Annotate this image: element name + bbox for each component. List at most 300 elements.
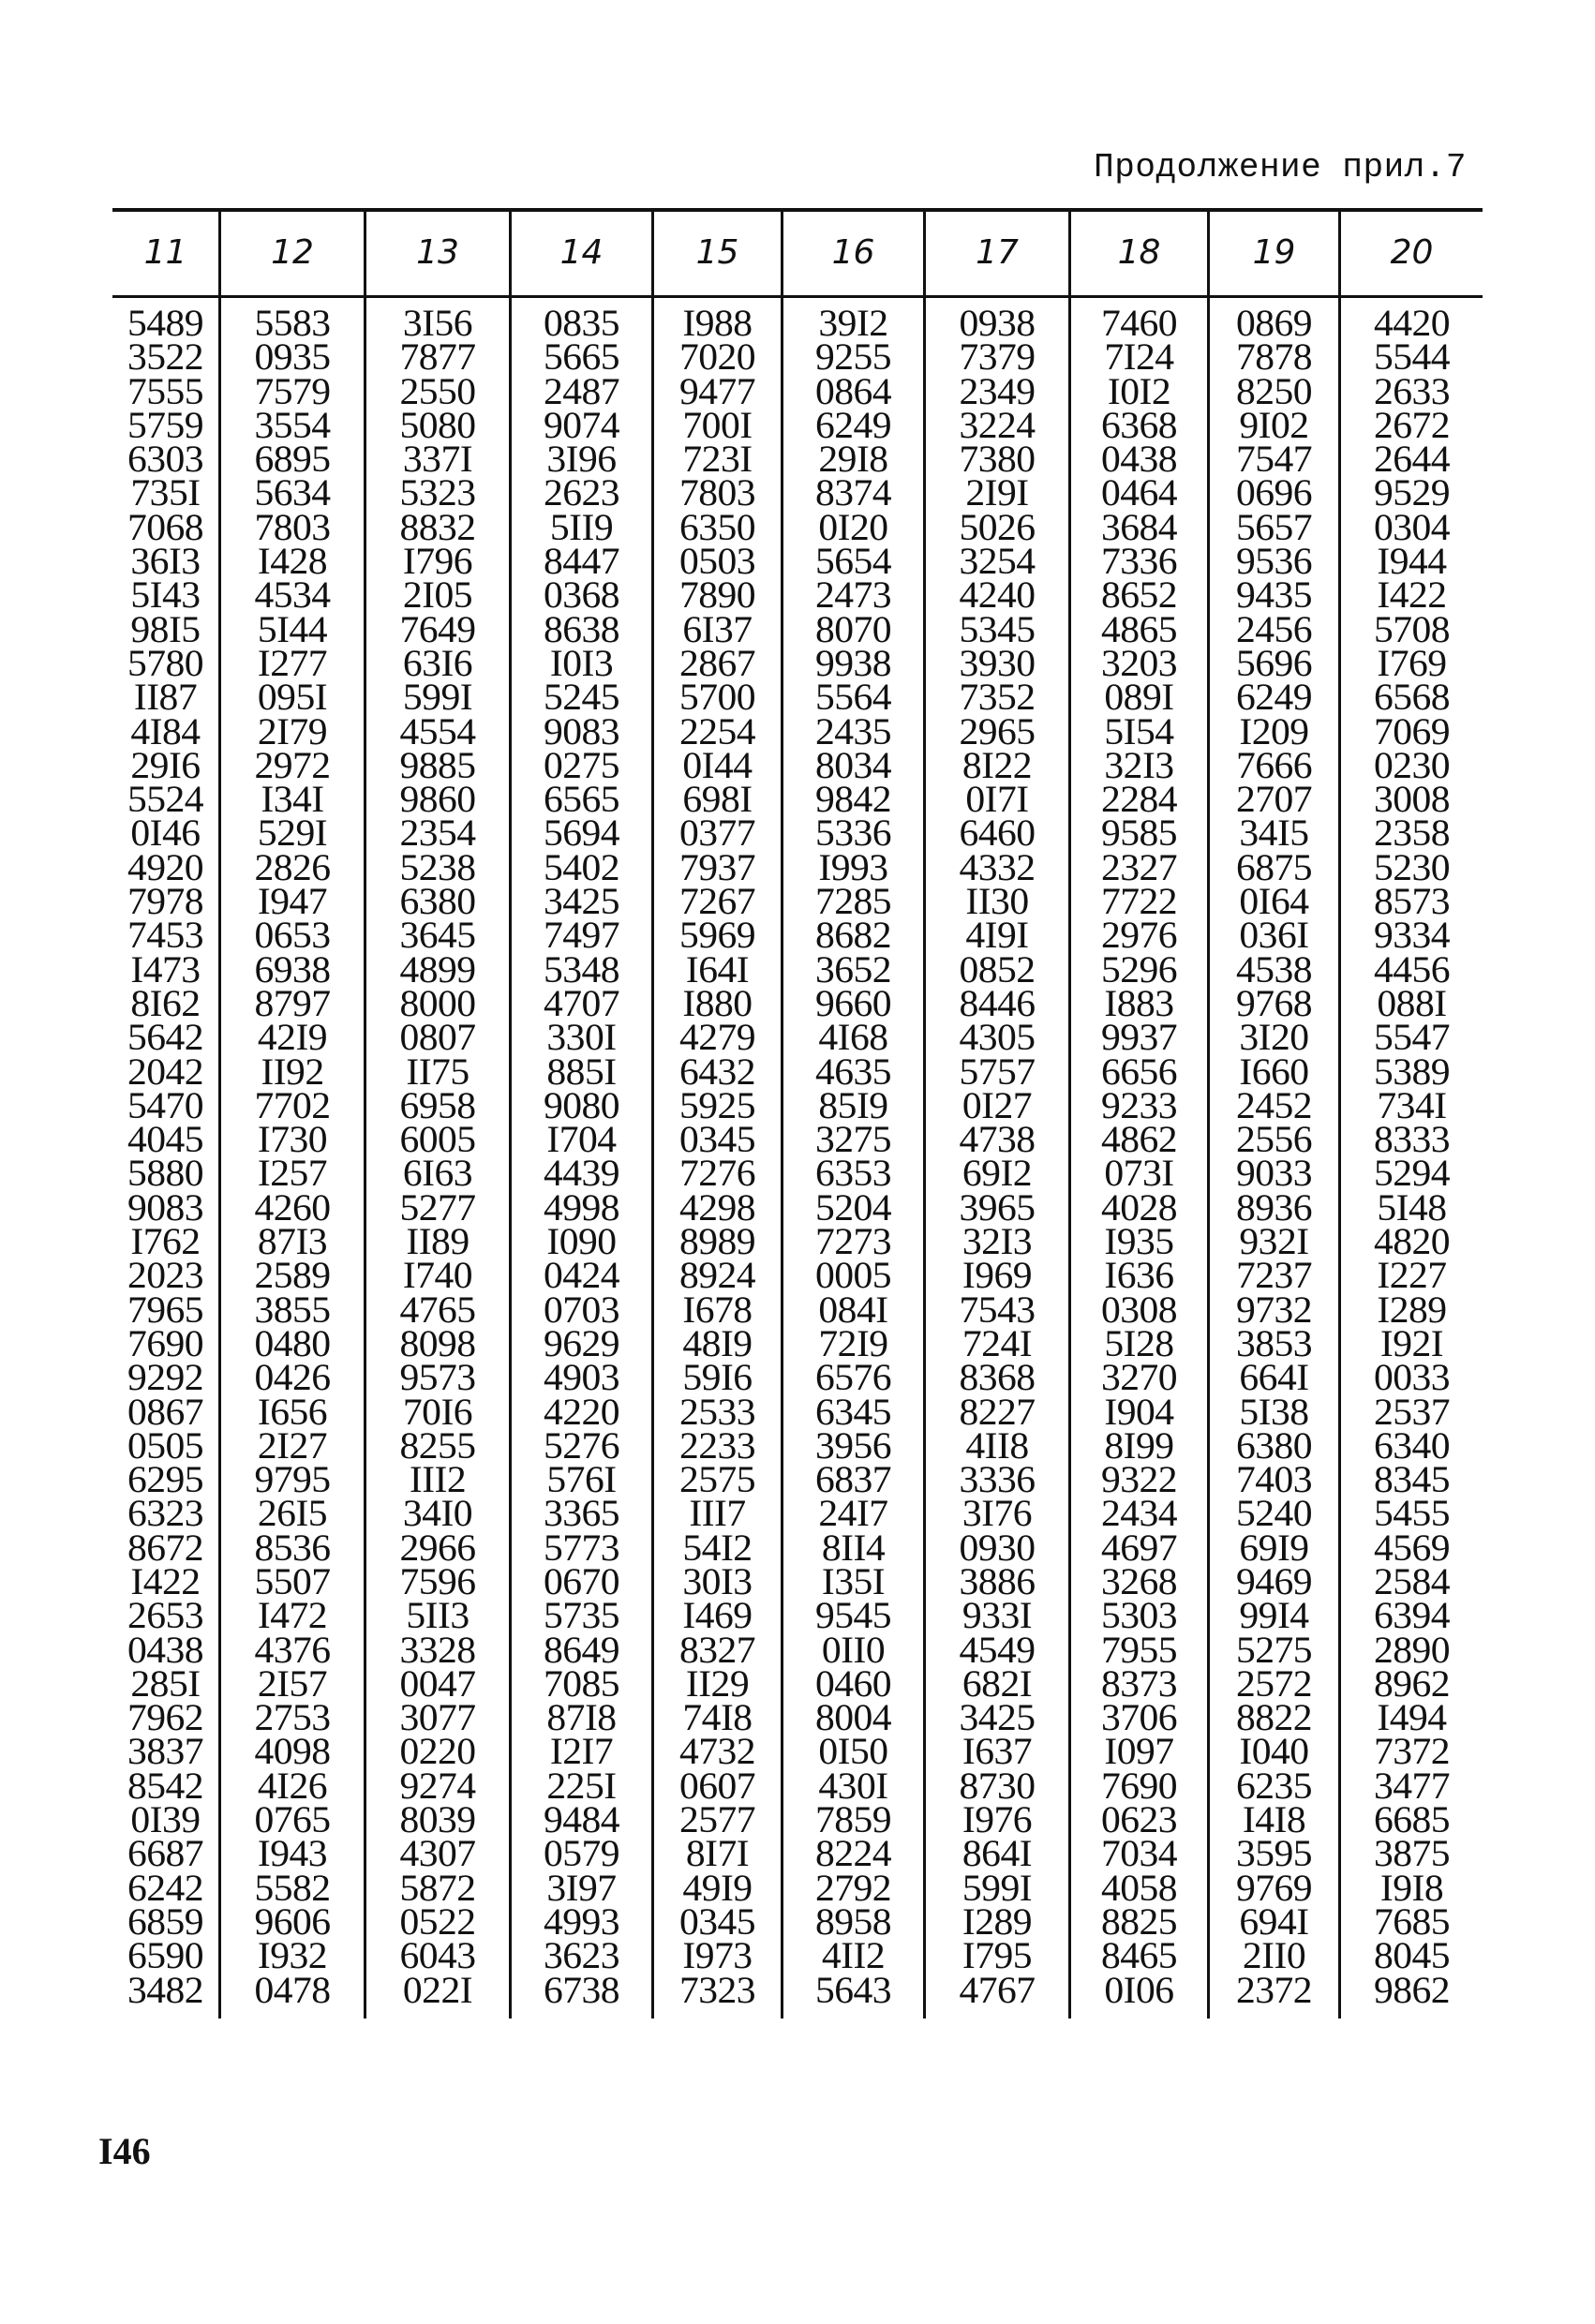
table-cell: 5455	[1373, 1492, 1451, 1535]
table-cell: 2753	[254, 1696, 331, 1739]
column-header-17: 17	[976, 233, 1019, 272]
column-header-14: 14	[559, 233, 604, 272]
table-cell: 9573	[399, 1356, 476, 1399]
table-cell: 6394	[1373, 1594, 1451, 1637]
table-cell: 7702	[254, 1083, 331, 1126]
table-cell: 2I9I	[965, 471, 1029, 514]
table-cell: 0607	[678, 1764, 756, 1807]
table-cell: 6303	[127, 438, 204, 481]
table-cell: 98I5	[130, 607, 201, 650]
table-cell: 0505	[127, 1423, 204, 1467]
table-cell: 6656	[1100, 1050, 1178, 1093]
table-cell: 4I84	[130, 709, 201, 752]
table-cell: 30I3	[682, 1559, 753, 1602]
table-cell: II29	[685, 1661, 750, 1705]
table-cell: 8465	[1100, 1934, 1178, 1977]
table-cell: 3270	[1100, 1356, 1178, 1399]
table-cell: 5696	[1235, 641, 1313, 684]
table-cell: 3652	[814, 947, 892, 991]
table-cell: 2826	[254, 845, 331, 888]
table-cell: I472	[257, 1594, 328, 1637]
table-cell: 3706	[1100, 1696, 1178, 1739]
table-cell: I422	[130, 1559, 201, 1602]
table-cell: 8098	[399, 1321, 476, 1364]
table-cell: 2327	[1100, 845, 1178, 888]
table-cell: 7962	[127, 1696, 204, 1739]
table-cell: 5336	[814, 812, 892, 855]
column-18-values	[1071, 302, 1207, 2011]
table-cell: 8573	[1373, 880, 1451, 923]
table-cell: 022I	[402, 1968, 473, 2011]
table-cell: 0I44	[682, 743, 753, 786]
table-cell: 5II9	[549, 505, 614, 548]
table-cell: 0I64	[1239, 880, 1309, 923]
table-cell: 3522	[127, 335, 204, 379]
table-cell: 70I6	[402, 1390, 473, 1433]
table-cell: 5757	[959, 1050, 1036, 1093]
column-14-values	[512, 302, 651, 2011]
table-cell: 9769	[1235, 1866, 1313, 1909]
table-cell: 36I3	[130, 540, 201, 583]
table-cell: 4862	[1100, 1118, 1178, 1161]
table-cell: 0I20	[818, 505, 888, 548]
table-cell: 8536	[254, 1526, 331, 1569]
table-cell: 0304	[1373, 505, 1451, 548]
table-cell: 9768	[1235, 981, 1313, 1024]
table-cell: 5759	[127, 403, 204, 446]
table-cell: 5I54	[1104, 709, 1174, 752]
table-cell: 8936	[1235, 1185, 1313, 1229]
table-cell: 0653	[254, 914, 331, 957]
table-cell: 7937	[678, 845, 756, 888]
table-cell: 8797	[254, 981, 331, 1024]
table-cell: 7690	[1100, 1764, 1178, 1807]
table-cell: 2042	[127, 1050, 204, 1093]
table-cell: 9585	[1100, 812, 1178, 855]
table-cell: I678	[682, 1288, 753, 1331]
table-cell: 698I	[682, 778, 753, 821]
table-cell: 9435	[1235, 574, 1313, 617]
table-cell: 34I5	[1239, 812, 1309, 855]
table-cell: I0I3	[549, 641, 614, 684]
page-number: I46	[98, 2130, 151, 2172]
table-cell: 8962	[1373, 1661, 1451, 1705]
table-cell: 4260	[254, 1185, 331, 1229]
table-cell: 6687	[127, 1832, 204, 1875]
table-cell: 0765	[254, 1798, 331, 1841]
table-cell: 5080	[399, 403, 476, 446]
table-cell: 9083	[127, 1185, 204, 1229]
table-cell: 9274	[399, 1764, 476, 1807]
table-cell: I796	[402, 540, 473, 583]
table-cell: 0522	[399, 1899, 476, 1943]
table-cell: 2434	[1100, 1492, 1178, 1535]
table-cell: 5564	[814, 676, 892, 719]
table-cell: 3I20	[1239, 1016, 1309, 1059]
table-cell: 0I06	[1104, 1968, 1174, 2011]
table-cell: 2589	[254, 1254, 331, 1297]
table-cell: 9255	[814, 335, 892, 379]
table-cell: I988	[682, 302, 753, 344]
table-cell: I660	[1239, 1050, 1309, 1093]
table-cell: 6938	[254, 947, 331, 991]
table-cell: 2572	[1235, 1661, 1313, 1705]
table-cell: 63I6	[402, 641, 473, 684]
table-cell: I277	[257, 641, 328, 684]
table-cell: 5470	[127, 1083, 204, 1126]
table-cell: 4439	[543, 1152, 620, 1195]
table-cell: 72I9	[818, 1321, 888, 1364]
table-cell: 8447	[543, 540, 620, 583]
table-cell: I637	[961, 1730, 1033, 1773]
table-cell: 734I	[1377, 1083, 1447, 1126]
table-cell: 5657	[1235, 505, 1313, 548]
table-cell: 0867	[127, 1390, 204, 1433]
table-cell: 69I9	[1239, 1526, 1309, 1569]
table-cell: I64I	[685, 947, 750, 991]
table-cell: 34I0	[402, 1492, 473, 1535]
table-cell: 4420	[1373, 302, 1451, 344]
table-cell: 7I24	[1104, 335, 1174, 379]
table-cell: 5294	[1373, 1152, 1451, 1195]
table-cell: 4II8	[965, 1423, 1029, 1467]
table-cell: 7276	[678, 1152, 756, 1195]
table-cell: 5I38	[1239, 1390, 1309, 1433]
table-cell: 2372	[1235, 1968, 1313, 2011]
table-cell: 5694	[543, 812, 620, 855]
table-cell: 8I62	[130, 981, 201, 1024]
table-cell: 5303	[1100, 1594, 1178, 1637]
table-cell: 3956	[814, 1423, 892, 1467]
table-cell: 5583	[254, 302, 331, 344]
table-cell: 9233	[1100, 1083, 1178, 1126]
table-cell: I2I7	[549, 1730, 614, 1773]
table-cell: 7978	[127, 880, 204, 923]
table-cell: 4376	[254, 1628, 331, 1671]
table-cell: 7403	[1235, 1458, 1313, 1501]
table-cell: 8542	[127, 1764, 204, 1807]
table-cell: 529I	[257, 812, 328, 855]
table-cell: 7020	[678, 335, 756, 379]
table-cell: 0426	[254, 1356, 331, 1399]
table-cell: I428	[257, 540, 328, 583]
table-cell: 0047	[399, 1661, 476, 1705]
table-cell: 0230	[1373, 743, 1451, 786]
column-header-11: 11	[143, 233, 187, 272]
table-cell: 26I5	[257, 1492, 328, 1535]
table-cell: 599I	[402, 676, 473, 719]
table-cell: I795	[961, 1934, 1033, 1977]
table-cell: 3328	[399, 1628, 476, 1671]
table-cell: 9484	[543, 1798, 620, 1841]
table-cell: 3930	[959, 641, 1036, 684]
table-cell: 8672	[127, 1526, 204, 1569]
table-cell: 5402	[543, 845, 620, 888]
table-cell: 2965	[959, 709, 1036, 752]
table-cell: 4865	[1100, 607, 1178, 650]
table-cell: I656	[257, 1390, 328, 1433]
table-cell: 5204	[814, 1185, 892, 1229]
table-cell: 8446	[959, 981, 1036, 1024]
table-cell: 0464	[1100, 471, 1178, 514]
table-cell: 5524	[127, 778, 204, 821]
table-cell: 2I79	[257, 709, 328, 752]
table-cell: 3875	[1373, 1832, 1451, 1875]
table-cell: 4899	[399, 947, 476, 991]
table-cell: 2707	[1235, 778, 1313, 821]
table-cell: 7555	[127, 369, 204, 412]
table-cell: 2653	[127, 1594, 204, 1637]
table-cell: 4635	[814, 1050, 892, 1093]
table-cell: 7579	[254, 369, 331, 412]
table-cell: 59I6	[682, 1356, 753, 1399]
table-cell: 4332	[959, 845, 1036, 888]
table-cell: 933I	[961, 1594, 1033, 1637]
table-cell: 9292	[127, 1356, 204, 1399]
table-cell: I932	[257, 1934, 328, 1977]
table-cell: 9862	[1373, 1968, 1451, 2011]
table-cell: 3425	[959, 1696, 1036, 1739]
table-cell: I947	[257, 880, 328, 923]
table-cell: 5544	[1373, 335, 1451, 379]
table-cell: 7859	[814, 1798, 892, 1841]
table-cell: 0345	[678, 1899, 756, 1943]
table-cell: 932I	[1239, 1220, 1309, 1263]
table-cell: 5880	[127, 1152, 204, 1195]
table-cell: 2254	[678, 709, 756, 752]
column-header-16: 16	[831, 233, 875, 272]
table-cell: 6350	[678, 505, 756, 548]
table-cell: 2966	[399, 1526, 476, 1569]
table-cell: 9322	[1100, 1458, 1178, 1501]
table-cell: 6895	[254, 438, 331, 481]
table-cell: 0I7I	[965, 778, 1029, 821]
table-cell: 0703	[543, 1288, 620, 1331]
table-cell: I973	[682, 1934, 753, 1977]
table-cell: 2867	[678, 641, 756, 684]
table-cell: II89	[406, 1220, 470, 1263]
table-cell: 5245	[543, 676, 620, 719]
table-cell: 5026	[959, 505, 1036, 548]
table-cell: I92I	[1379, 1321, 1444, 1364]
table-cell: 6005	[399, 1118, 476, 1161]
table-cell: 3853	[1235, 1321, 1313, 1364]
table-cell: 4305	[959, 1016, 1036, 1059]
table-cell: 7237	[1235, 1254, 1313, 1297]
table-cell: 3365	[543, 1492, 620, 1535]
table-cell: 0460	[814, 1661, 892, 1705]
table-cell: 6340	[1373, 1423, 1451, 1467]
table-cell: 5I28	[1104, 1321, 1174, 1364]
table-cell: 337I	[402, 438, 473, 481]
table-cell: 0I50	[818, 1730, 888, 1773]
column-header-20: 20	[1390, 233, 1434, 272]
table-cell: 0368	[543, 574, 620, 617]
table-cell: I769	[1377, 641, 1447, 684]
table-cell: 6958	[399, 1083, 476, 1126]
table-cell: 54I2	[682, 1526, 753, 1569]
table-cell: 5I43	[130, 574, 201, 617]
table-cell: 24I7	[818, 1492, 888, 1535]
table-cell: 0623	[1100, 1798, 1178, 1841]
table-cell: I289	[961, 1899, 1033, 1943]
table-cell: I740	[402, 1254, 473, 1297]
table-cell: 2435	[814, 709, 892, 752]
column-header-15: 15	[695, 233, 739, 272]
table-cell: 3855	[254, 1288, 331, 1331]
table-cell: 5323	[399, 471, 476, 514]
table-cell: 6432	[678, 1050, 756, 1093]
table-cell: 8368	[959, 1356, 1036, 1399]
table-cell: 9334	[1373, 914, 1451, 957]
table-cell: I704	[546, 1118, 617, 1161]
table-cell: 0864	[814, 369, 892, 412]
table-cell: 3623	[543, 1934, 620, 1977]
table-cell: 4993	[543, 1899, 620, 1943]
table-cell: 5665	[543, 335, 620, 379]
table-cell: 2672	[1373, 403, 1451, 446]
table-cell: 3482	[127, 1968, 204, 2011]
table-cell: 8822	[1235, 1696, 1313, 1739]
table-cell: 4220	[543, 1390, 620, 1433]
table-cell: 3477	[1373, 1764, 1451, 1807]
table-cell: 6323	[127, 1492, 204, 1535]
table-cell: 5296	[1100, 947, 1178, 991]
table-cell: 9536	[1235, 540, 1313, 583]
table-cell: 4I26	[257, 1764, 328, 1807]
column-20-values	[1341, 302, 1483, 2011]
table-cell: 885I	[546, 1050, 617, 1093]
table-cell: 8039	[399, 1798, 476, 1841]
table-cell: 2I57	[257, 1661, 328, 1705]
table-cell: 4765	[399, 1288, 476, 1331]
table-cell: 39I2	[818, 302, 888, 344]
table-cell: I494	[1377, 1696, 1447, 1739]
table-cell: 8825	[1100, 1899, 1178, 1943]
table-cell: 664I	[1239, 1356, 1309, 1399]
table-cell: 4569	[1373, 1526, 1451, 1569]
column-header-13: 13	[416, 233, 459, 272]
table-cell: 42I9	[257, 1016, 328, 1059]
table-cell: 4820	[1373, 1220, 1451, 1263]
table-cell: 8958	[814, 1899, 892, 1943]
table-cell: I904	[1104, 1390, 1174, 1433]
table-cell: 7453	[127, 914, 204, 957]
table-cell: I762	[130, 1220, 201, 1263]
table-cell: I469	[682, 1594, 753, 1637]
table-cell: 29I8	[818, 438, 888, 481]
table-cell: 8730	[959, 1764, 1036, 1807]
table-cell: 5582	[254, 1866, 331, 1909]
table-cell: 0I39	[130, 1798, 201, 1841]
table-cell: 4II2	[821, 1934, 886, 1977]
table-cell: 4732	[678, 1730, 756, 1773]
table-cell: I257	[257, 1152, 328, 1195]
table-cell: 8345	[1373, 1458, 1451, 1501]
table-cell: 5700	[678, 676, 756, 719]
table-cell: I34I	[261, 778, 324, 821]
table-cell: I0I2	[1107, 369, 1171, 412]
table-cell: 48I9	[682, 1321, 753, 1364]
table-cell: 3268	[1100, 1559, 1178, 1602]
table-cell: 4998	[543, 1185, 620, 1229]
table-cell: 9938	[814, 641, 892, 684]
table-cell: 285I	[130, 1661, 201, 1705]
table-cell: I993	[818, 845, 888, 888]
table-cell: 8045	[1373, 1934, 1451, 1977]
table-cell: 5277	[399, 1185, 476, 1229]
table-cell: 8070	[814, 607, 892, 650]
table-cell: 6565	[543, 778, 620, 821]
table-cell: 87I3	[257, 1220, 328, 1263]
table-cell: 2I05	[402, 574, 473, 617]
table-cell: 7034	[1100, 1832, 1178, 1875]
table-cell: 089I	[1104, 676, 1174, 719]
table-cell: 4534	[254, 574, 331, 617]
table-cell: 5238	[399, 845, 476, 888]
table-cell: 5240	[1235, 1492, 1313, 1535]
table-cell: 4554	[399, 709, 476, 752]
table-cell: 6242	[127, 1866, 204, 1909]
table-cell: 6380	[399, 880, 476, 923]
table-cell: 3I76	[961, 1492, 1033, 1535]
table-cell: 3965	[959, 1185, 1036, 1229]
table-cell: 700I	[682, 403, 753, 446]
table-cell: I473	[130, 947, 201, 991]
table-cell: 2890	[1373, 1628, 1451, 1671]
table-cell: 2452	[1235, 1083, 1313, 1126]
table-cell: 6380	[1235, 1423, 1313, 1467]
table-cell: 8652	[1100, 574, 1178, 617]
table-cell: 7460	[1100, 302, 1178, 344]
table-cell: 6859	[127, 1899, 204, 1943]
table-cell: 7379	[959, 335, 1036, 379]
column-15-values	[654, 302, 781, 2011]
table-cell: 8638	[543, 607, 620, 650]
table-cell: I227	[1377, 1254, 1447, 1297]
table-cell: 2533	[678, 1390, 756, 1433]
table-cell: 7068	[127, 505, 204, 548]
table-cell: II75	[406, 1050, 470, 1093]
table-cell: 7666	[1235, 743, 1313, 786]
table-cell: 5I48	[1377, 1185, 1447, 1229]
column-header-18: 18	[1117, 233, 1161, 272]
table-cell: 0579	[543, 1832, 620, 1875]
table-cell: 3336	[959, 1458, 1036, 1501]
table-cell: 7273	[814, 1220, 892, 1263]
table-cell: 7690	[127, 1321, 204, 1364]
table-cell: 330I	[546, 1016, 617, 1059]
table-cell: 8I7I	[685, 1832, 750, 1875]
table-cell: 9545	[814, 1594, 892, 1637]
table-cell: 7085	[543, 1661, 620, 1705]
table-cell: 599I	[961, 1866, 1033, 1909]
table-cell: 8649	[543, 1628, 620, 1671]
table-cell: 723I	[682, 438, 753, 481]
table-cell: I935	[1104, 1220, 1174, 1263]
table-cell: 5780	[127, 641, 204, 684]
table-cell: 2537	[1373, 1390, 1451, 1433]
table-cell: 864I	[961, 1832, 1033, 1875]
table-cell: I883	[1104, 981, 1174, 1024]
table-cell: 2556	[1235, 1118, 1313, 1161]
table-cell: 9660	[814, 981, 892, 1024]
table-header-rule	[112, 295, 1483, 298]
table-cell: I4I8	[1242, 1798, 1306, 1841]
table-cell: 6235	[1235, 1764, 1313, 1807]
table-cell: 5230	[1373, 845, 1451, 888]
table-cell: 225I	[546, 1764, 617, 1807]
